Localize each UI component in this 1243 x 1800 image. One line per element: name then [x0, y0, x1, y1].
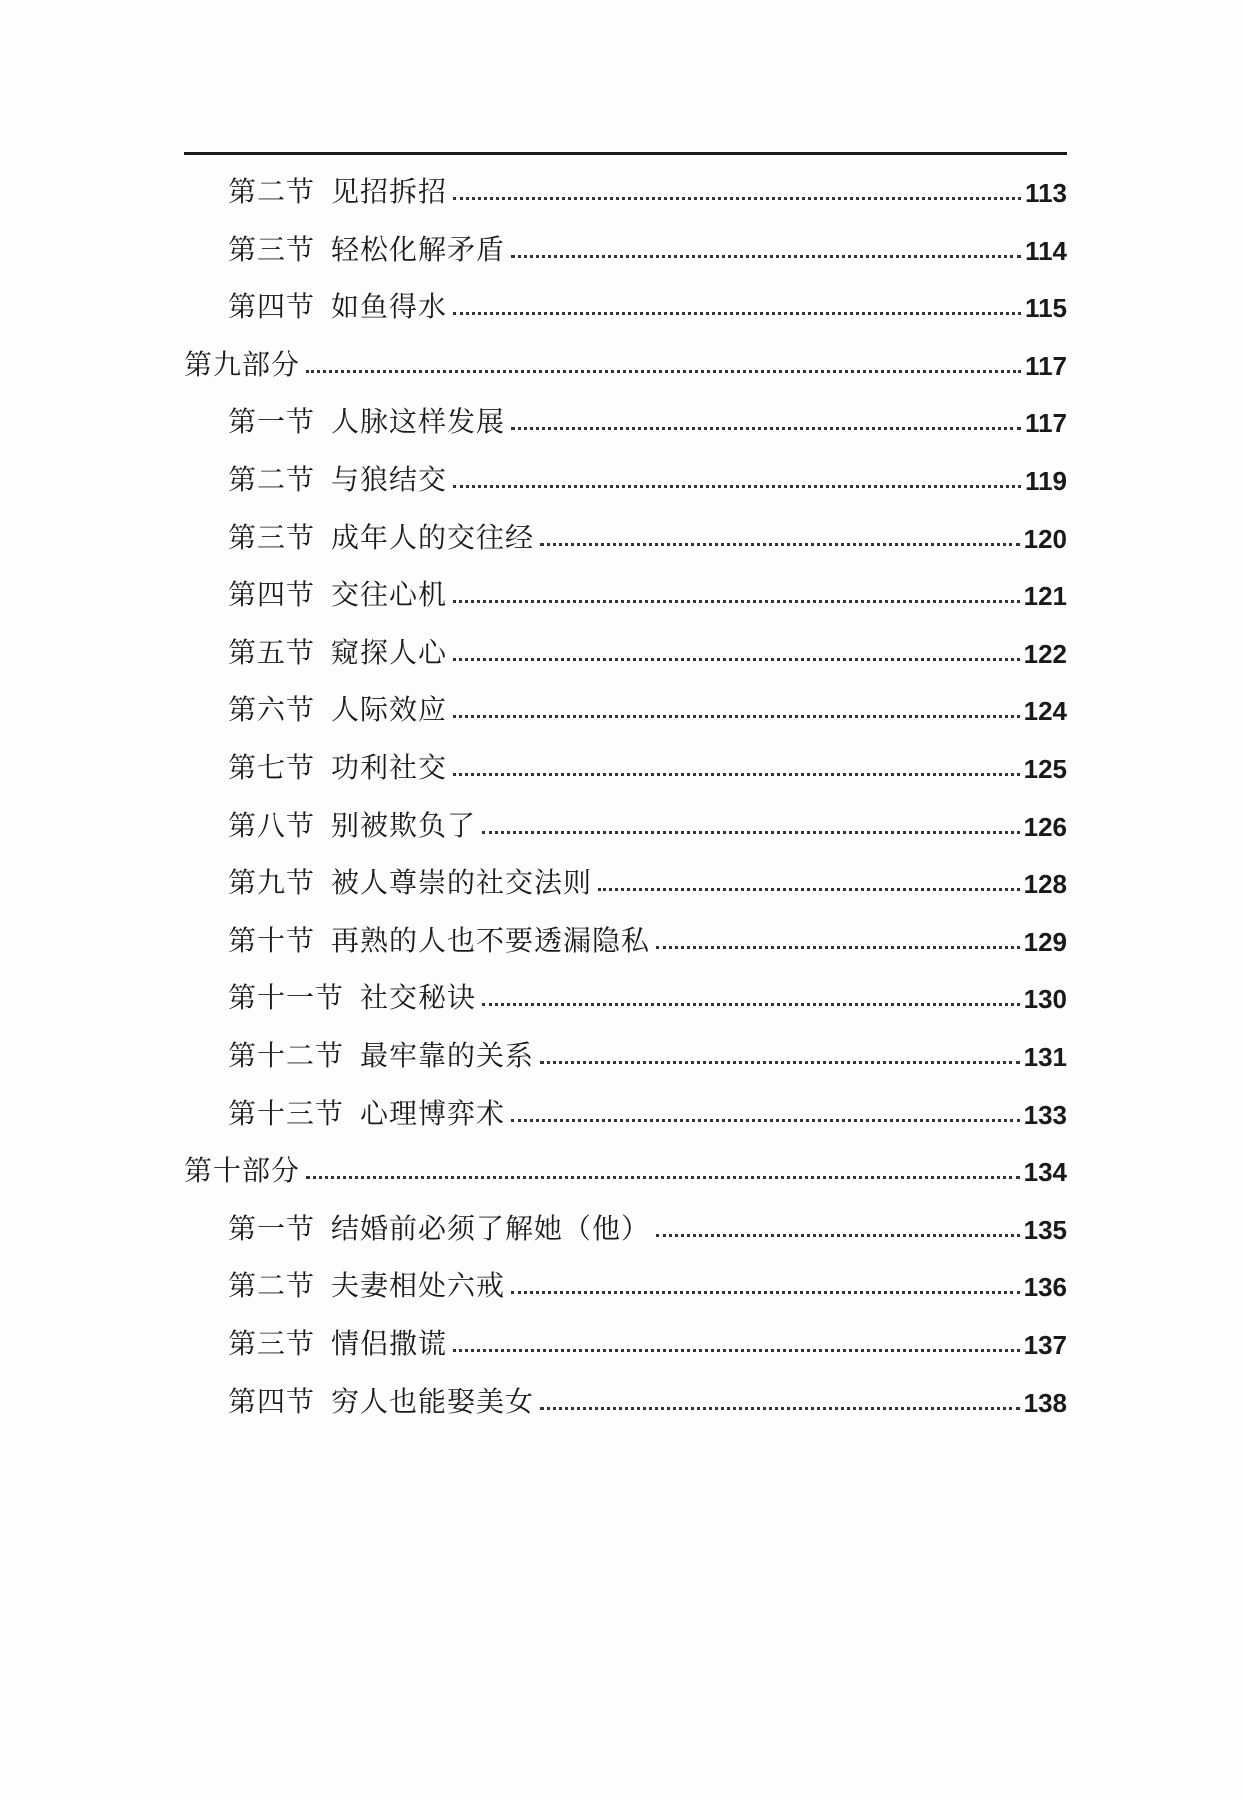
section-title: 最牢靠的关系: [360, 1039, 535, 1072]
toc-entry-label: [228, 981, 477, 1016]
dot-leader: [482, 831, 1020, 834]
page-number: 131: [1023, 1042, 1067, 1072]
toc-entry-label: [228, 1384, 535, 1420]
dot-leader: [453, 600, 1020, 603]
toc-section-entry[interactable]: [228, 851, 1067, 901]
section-number: 第十节: [228, 923, 316, 957]
toc-section-entry[interactable]: [228, 966, 1067, 1016]
page-number: 120: [1023, 523, 1067, 554]
page-number: 135: [1023, 1214, 1067, 1245]
toc-part-entry[interactable]: [184, 1139, 1067, 1189]
page-number: 134: [1023, 1157, 1067, 1188]
section-number: 第四节: [228, 290, 316, 324]
toc-entry-label: [228, 175, 448, 210]
part-title: 第十部分: [184, 1154, 301, 1188]
toc-section-entry[interactable]: [228, 390, 1067, 440]
toc-section-entry[interactable]: [228, 1370, 1067, 1420]
page-number: 113: [1025, 178, 1067, 208]
section-number: 第二节: [228, 1269, 316, 1303]
section-title: 情侣撒谎: [331, 1327, 448, 1360]
dot-leader: [453, 485, 1021, 488]
page-number: 125: [1023, 754, 1067, 784]
page-number: 130: [1023, 984, 1067, 1015]
toc-section-entry[interactable]: [228, 1312, 1067, 1362]
toc-section-entry[interactable]: [228, 678, 1067, 728]
section-number: 第三节: [228, 1327, 316, 1360]
dot-leader: [511, 427, 1021, 430]
page-number: 114: [1025, 235, 1067, 266]
dot-leader: [482, 1003, 1020, 1006]
section-title: 交往心机: [331, 578, 448, 612]
part-title: 第九部分: [184, 347, 301, 381]
dot-leader: [453, 658, 1020, 661]
section-number: 第三节: [228, 232, 316, 266]
dot-leader: [306, 370, 1021, 373]
toc-section-entry[interactable]: [228, 909, 1067, 959]
section-title: 心理博弈术: [360, 1096, 506, 1130]
section-number: 第二节: [228, 463, 316, 496]
toc-entry-label: [228, 751, 448, 786]
dot-leader: [656, 946, 1020, 949]
section-number: 第二节: [228, 175, 316, 208]
section-number: 第一节: [228, 405, 316, 439]
toc-entry-label: [228, 923, 651, 959]
dot-leader: [511, 1291, 1020, 1294]
toc-entry-label: [184, 347, 301, 383]
section-title: 社交秘诀: [360, 981, 477, 1015]
section-title: 人脉这样发展: [331, 405, 506, 439]
page-number: 128: [1023, 869, 1067, 900]
section-title: 再熟的人也不要透漏隐私: [331, 923, 651, 957]
toc-section-entry[interactable]: [228, 1197, 1067, 1247]
toc-section-entry[interactable]: [228, 218, 1067, 268]
toc-section-entry[interactable]: [228, 1024, 1067, 1074]
toc-entry-label: [228, 1096, 506, 1132]
toc-section-entry[interactable]: [228, 1082, 1067, 1132]
section-number: 第五节: [228, 635, 316, 669]
toc-entry-label: [228, 808, 477, 844]
section-title: 如鱼得水: [331, 290, 448, 324]
page-number: 133: [1023, 1099, 1067, 1130]
dot-leader: [453, 715, 1020, 718]
section-number: 第十一节: [228, 981, 345, 1015]
dot-leader: [511, 255, 1021, 258]
dot-leader: [453, 1349, 1020, 1352]
section-number: 第十三节: [228, 1096, 345, 1130]
dot-leader: [453, 197, 1021, 200]
page-number: 126: [1023, 811, 1067, 842]
toc-section-entry[interactable]: [228, 448, 1067, 498]
page-number: 117: [1025, 408, 1067, 439]
section-title: 别被欺负了: [331, 808, 477, 842]
page-number: 122: [1023, 638, 1067, 669]
page-number: 129: [1023, 926, 1067, 957]
dot-leader: [306, 1176, 1020, 1179]
dot-leader: [656, 1234, 1020, 1237]
dot-leader: [540, 1407, 1020, 1410]
toc-entry-label: [228, 520, 535, 556]
toc-entry-label: [228, 578, 448, 613]
section-title: 轻松化解矛盾: [331, 232, 506, 266]
toc-section-entry[interactable]: [228, 736, 1067, 786]
toc-entry-label: [228, 290, 448, 325]
toc-section-entry[interactable]: [228, 506, 1067, 556]
section-title: 被人尊崇的社交法则: [331, 866, 593, 900]
section-number: 第七节: [228, 751, 316, 784]
section-title: 功利社交: [331, 751, 448, 784]
toc-entry-label: [228, 1211, 651, 1247]
toc-entry-label: [228, 232, 506, 268]
page-number: 121: [1023, 581, 1067, 612]
dot-leader: [453, 773, 1020, 776]
toc-entry-label: [228, 635, 448, 671]
toc-section-entry[interactable]: [228, 621, 1067, 671]
toc-section-entry[interactable]: [228, 1254, 1067, 1304]
page-number: 115: [1025, 293, 1067, 324]
section-title: 与狼结交: [331, 463, 448, 496]
section-title: 结婚前必须了解她（他）: [331, 1211, 651, 1245]
dot-leader: [540, 543, 1020, 546]
page-number: 119: [1025, 466, 1067, 496]
toc-entry-label: [228, 1039, 535, 1074]
toc-entry-label: [228, 866, 593, 901]
section-number: 第三节: [228, 520, 316, 554]
page-number: 124: [1023, 696, 1067, 727]
section-title: 穷人也能娶美女: [331, 1384, 535, 1418]
dot-leader: [540, 1061, 1020, 1064]
section-number: 第四节: [228, 578, 316, 612]
section-number: 第一节: [228, 1211, 316, 1245]
page-number: 117: [1025, 350, 1067, 381]
dot-leader: [598, 888, 1020, 891]
section-title: 夫妻相处六戒: [331, 1269, 506, 1303]
toc-section-entry[interactable]: [228, 794, 1067, 844]
section-title: 窥探人心: [331, 635, 448, 669]
section-number: 第八节: [228, 808, 316, 842]
toc-entry-label: [228, 1327, 448, 1362]
section-title: 成年人的交往经: [331, 520, 535, 554]
section-number: 第四节: [228, 1384, 316, 1418]
page-number: 138: [1023, 1387, 1067, 1418]
toc-section-entry[interactable]: [228, 563, 1067, 613]
toc-part-entry[interactable]: [184, 333, 1067, 383]
dot-leader: [453, 312, 1021, 315]
section-number: 第十二节: [228, 1039, 345, 1072]
section-number: 第六节: [228, 693, 316, 727]
page-number: 137: [1023, 1330, 1067, 1360]
toc-entry-label: [184, 1154, 301, 1189]
section-number: 第九节: [228, 866, 316, 900]
top-rule: [184, 152, 1067, 155]
toc-entry-label: [228, 693, 448, 728]
toc-section-entry[interactable]: [228, 275, 1067, 325]
section-title: 人际效应: [331, 693, 448, 727]
toc-entry-label: [228, 1269, 506, 1304]
section-title: 见招拆招: [331, 175, 448, 208]
toc-section-entry[interactable]: [228, 160, 1067, 210]
toc-entry-label: [228, 405, 506, 440]
dot-leader: [511, 1119, 1020, 1122]
toc-entry-label: [228, 463, 448, 498]
page-number: 136: [1023, 1272, 1067, 1303]
